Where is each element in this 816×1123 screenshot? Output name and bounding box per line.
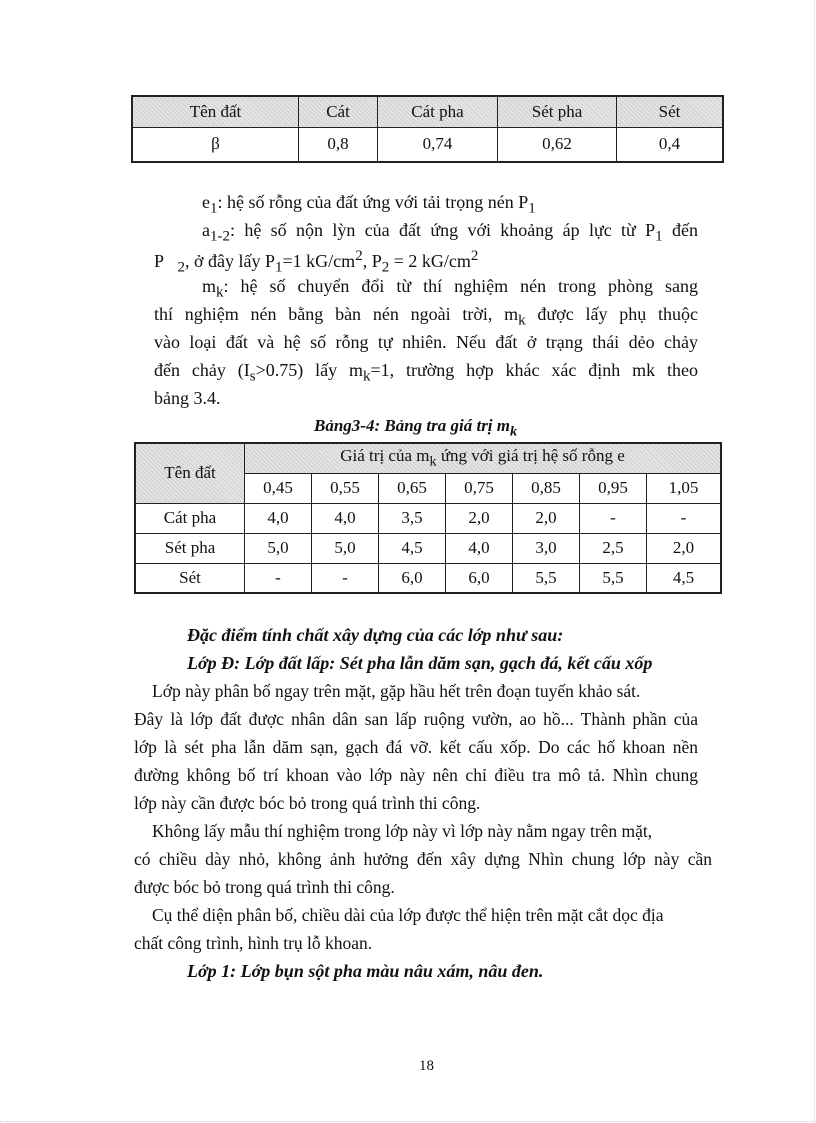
table-cell: 0,62 bbox=[498, 127, 617, 162]
def-mk-line2 bbox=[154, 304, 698, 330]
def-mk-line1 bbox=[202, 276, 698, 302]
p1-line5: lớp này cần được bóc bỏ trong quá trình thi công. bbox=[134, 793, 481, 813]
def-text: : hệ số chuyển đổi từ thí nghiệm nén trong phòng sang bbox=[223, 276, 698, 296]
table-header-cell: Sét pha bbox=[498, 96, 617, 127]
def-mk-line4 bbox=[154, 360, 698, 386]
table-cell: 5,0 bbox=[245, 533, 312, 563]
table-cell: 3,0 bbox=[513, 533, 580, 563]
p1-line3: lớp là sét pha lẫn dăm sạn, gạch đá vỡ. kết cấu xốp. Do các hố khoan nền bbox=[134, 737, 698, 757]
def-text: , ở đây lấy P bbox=[185, 251, 276, 271]
table-header-cell: Sét bbox=[617, 96, 724, 127]
table-caption bbox=[314, 416, 517, 440]
subscript: k bbox=[216, 284, 224, 301]
table-row bbox=[135, 503, 721, 533]
symbol: m bbox=[202, 276, 217, 296]
def-text: >0.75) lấy m bbox=[255, 360, 363, 380]
table-cell: - bbox=[580, 503, 647, 533]
e-value-cell: 0,65 bbox=[379, 473, 446, 503]
table-cell: 4,0 bbox=[446, 533, 513, 563]
header-text: ứng với giá trị hệ số rỗng e bbox=[436, 446, 625, 466]
def-text: đến bbox=[662, 220, 698, 240]
table-cell: 0,8 bbox=[299, 127, 378, 162]
table-header-cell: Tên đất bbox=[132, 96, 299, 127]
table-span-header bbox=[245, 443, 722, 473]
table-header-cell: Cát bbox=[299, 96, 378, 127]
caption-text: Bảng3-4: Bảng tra giá trị m bbox=[314, 416, 511, 435]
row-name-cell: Sét pha bbox=[135, 533, 245, 563]
table-cell: 5,5 bbox=[580, 563, 647, 593]
table-cell: 2,0 bbox=[446, 503, 513, 533]
row-name-cell: Sét bbox=[135, 563, 245, 593]
def-mk-line5: bảng 3.4. bbox=[154, 388, 221, 408]
symbol: a bbox=[202, 220, 210, 240]
def-text: : hệ số nộn lỳn của đất ứng với khoảng áp lực từ P bbox=[230, 220, 656, 240]
e-value-cell: 1,05 bbox=[647, 473, 722, 503]
header-text: Giá trị của m bbox=[340, 446, 430, 466]
p1-line1: Lớp này phân bố ngay trên mặt, gặp hầu hết trên đoạn tuyến khảo sát. bbox=[152, 681, 641, 701]
table-cell: 2,5 bbox=[580, 533, 647, 563]
subscript: 2 bbox=[177, 259, 186, 276]
table-row bbox=[135, 533, 721, 563]
p1-line4: đường không bố trí khoan vào lớp này nên chỉ điều tra mô tả. Nhìn chung bbox=[134, 765, 698, 785]
table-header-cell: Cát pha bbox=[378, 96, 498, 127]
def-text: = 2 kG/cm bbox=[389, 251, 471, 271]
beta-table bbox=[131, 95, 724, 163]
subscript: k bbox=[362, 368, 371, 385]
subscript: 1 bbox=[210, 200, 218, 217]
p3-line1: Cụ thể diện phân bố, chiều dài của lớp được thể hiện trên mặt cắt dọc địa bbox=[152, 905, 664, 925]
page-border-bottom bbox=[0, 1121, 816, 1122]
subscript: 1 bbox=[655, 228, 663, 245]
layer-d-heading: Lớp Đ: Lớp đất lấp: Sét pha lẫn dăm sạn, gạch đá, kết cấu xốp bbox=[187, 653, 653, 673]
def-p2 bbox=[154, 248, 478, 277]
subscript: s bbox=[249, 368, 256, 385]
table-cell: 6,0 bbox=[446, 563, 513, 593]
p2-line2: có chiều dày nhỏ, không ảnh hưởng đến xây dựng Nhìn chung lớp này cần bbox=[134, 849, 712, 869]
mk-table-header-row bbox=[135, 443, 721, 473]
def-text: đến chảy (I bbox=[154, 360, 250, 380]
table-cell: 6,0 bbox=[379, 563, 446, 593]
table-cell: 4,5 bbox=[379, 533, 446, 563]
symbol: e bbox=[202, 192, 210, 212]
superscript: 2 bbox=[355, 248, 363, 264]
layer1-heading: Lớp 1: Lớp bụn sột pha màu nâu xám, nâu đen. bbox=[187, 961, 544, 981]
def-text: =1, trường hợp khác xác định mk theo bbox=[370, 360, 698, 380]
beta-table-header-row bbox=[132, 96, 723, 127]
table-cell: 5,5 bbox=[513, 563, 580, 593]
def-text: , P bbox=[362, 251, 382, 271]
table-cell: 2,0 bbox=[513, 503, 580, 533]
mk-table bbox=[134, 442, 722, 594]
table-cell: 0,74 bbox=[378, 127, 498, 162]
p2-line3: được bóc bỏ trong quá trình thi công. bbox=[134, 877, 395, 897]
table-cell: 2,0 bbox=[647, 533, 722, 563]
table-cell: β bbox=[132, 127, 299, 162]
p3-line2: chất công trình, hình trụ lỗ khoan. bbox=[134, 933, 373, 953]
p1-line2: Đây là lớp đất được nhân dân san lấp ruộng vườn, ao hồ... Thành phần của bbox=[134, 709, 698, 729]
table-cell: 5,0 bbox=[312, 533, 379, 563]
def-e1 bbox=[202, 192, 536, 218]
p2-line1: Không lấy mẫu thí nghiệm trong lớp này vì lớp này nằm ngay trên mặt, bbox=[152, 821, 653, 841]
subscript: 1 bbox=[528, 200, 536, 217]
e-value-cell: 0,95 bbox=[580, 473, 647, 503]
e-value-cell: 0,45 bbox=[245, 473, 312, 503]
table-cell: - bbox=[245, 563, 312, 593]
e-value-cell: 0,55 bbox=[312, 473, 379, 503]
def-a12 bbox=[202, 220, 698, 246]
table-cell: 0,4 bbox=[617, 127, 724, 162]
table-cell: 4,0 bbox=[312, 503, 379, 533]
subscript: k bbox=[429, 453, 437, 470]
def-text: =1 kG/cm bbox=[282, 251, 356, 271]
page-number: 18 bbox=[419, 1058, 434, 1074]
def-mk-line3: vào loại đất và hệ số rỗng tự nhiên. Nếu đất ở trạng thái dẻo chảy bbox=[154, 332, 698, 352]
superscript: 2 bbox=[470, 248, 479, 264]
e-value-cell: 0,85 bbox=[513, 473, 580, 503]
row-name-cell: Cát pha bbox=[135, 503, 245, 533]
table-cell: - bbox=[312, 563, 379, 593]
def-text: thí nghiệm nén bằng bàn nén ngoài trời, m bbox=[154, 304, 519, 324]
beta-table-row bbox=[132, 127, 723, 162]
table-row bbox=[135, 563, 721, 593]
table-cell: 4,5 bbox=[647, 563, 722, 593]
subscript: 1 bbox=[275, 259, 283, 276]
def-text: : hệ số rỗng của đất ứng với tải trọng nén P bbox=[217, 192, 529, 212]
subscript: k bbox=[518, 312, 526, 329]
subscript: 1-2 bbox=[210, 228, 230, 245]
symbol: P bbox=[154, 251, 165, 271]
table-cell: - bbox=[647, 503, 722, 533]
e-value-cell: 0,75 bbox=[446, 473, 513, 503]
subscript: k bbox=[510, 423, 518, 440]
table-corner-cell: Tên đất bbox=[135, 443, 245, 503]
table-cell: 3,5 bbox=[379, 503, 446, 533]
page-border-right bbox=[814, 0, 815, 1123]
def-text: được lấy phụ thuộc bbox=[525, 304, 698, 324]
section-heading: Đặc điểm tính chất xây dựng của các lớp như sau: bbox=[187, 625, 564, 645]
table-cell: 4,0 bbox=[245, 503, 312, 533]
subscript: 2 bbox=[381, 259, 390, 276]
